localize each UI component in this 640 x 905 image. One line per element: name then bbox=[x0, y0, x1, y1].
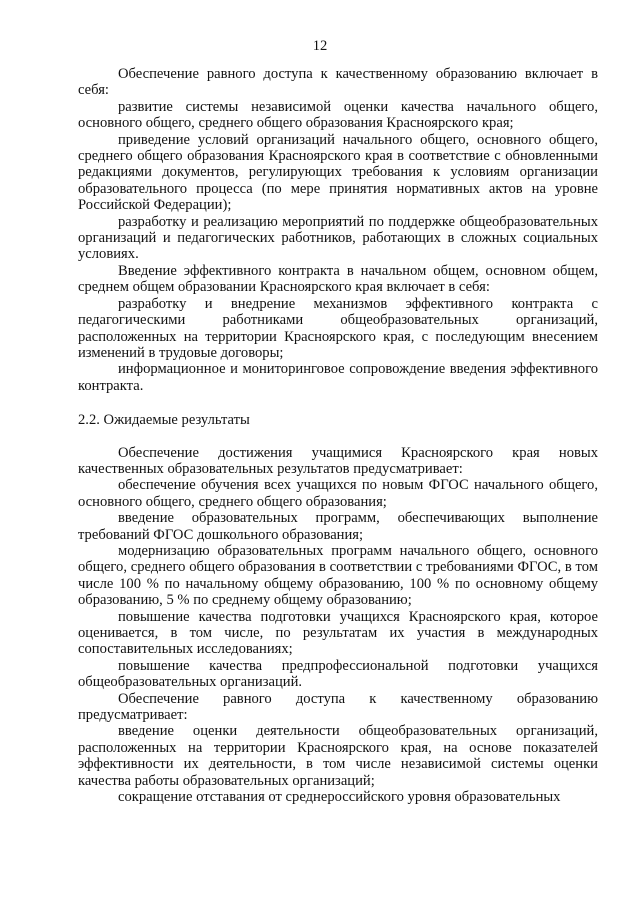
paragraph: Обеспечение равного доступа к качественному образованию предусматривает: bbox=[78, 690, 598, 724]
page-number: 12 bbox=[312, 38, 328, 54]
paragraph: повышение качества подготовки учащихся Красноярского края, которое оценивается, в том числе, по результатам их участия в международных сопоставительных исследованиях; bbox=[78, 608, 598, 658]
paragraph: разработку и реализацию мероприятий по поддержке общеобразовательных организаций и педагогических работников, работающих в сложных социальных условиях. bbox=[78, 213, 598, 263]
paragraph: модернизацию образовательных программ начального общего, основного общего, среднего общего образования в соответствии с требованиями ФГОС, в том числе 100 % по начальному общему образованию, 100 % по основному общему образованию, 5 % по среднему общему образованию; bbox=[78, 542, 598, 609]
paragraph: введение оценки деятельности общеобразовательных организаций, расположенных на территории Красноярского края, на основе показателей эффективности их деятельности, в том числе независимой системы оценки качества работы образовательных организаций; bbox=[78, 723, 598, 789]
paragraph: развитие системы независимой оценки качества начального общего, основного общего, среднего общего образования Красноярского края; bbox=[78, 98, 598, 132]
paragraph: информационное и мониторинговое сопровождение введения эффективного контракта. bbox=[78, 361, 598, 394]
paragraph: Обеспечение достижения учащимися Красноярского края новых качественных образовательных результатов предусматривает: bbox=[78, 444, 598, 477]
paragraph: приведение условий организаций начального общего, основного общего, среднего общего образования Красноярского края в соответствие с обновленными редакциями документов, регулирующих требования к условиям организации образовательного процесса (по мере принятия нормативных актов на уровне Российской Федерации); bbox=[78, 131, 598, 214]
paragraph: сокращение отставания от среднероссийского уровня образовательных bbox=[118, 789, 561, 806]
paragraph: обеспечение обучения всех учащихся по новым ФГОС начального общего, основного общего, среднего общего образования; bbox=[78, 477, 598, 510]
paragraph: Введение эффективного контракта в начальном общем, основном общем, среднем общем образовании Красноярского края включает в себя: bbox=[78, 262, 598, 296]
paragraph: разработку и внедрение механизмов эффективного контракта с педагогическими работниками общеобразовательных организаций, расположенных на территории Красноярского края, с последующим внесением изменений в трудовые договоры; bbox=[78, 295, 598, 361]
paragraph: введение образовательных программ, обеспечивающих выполнение требований ФГОС дошкольного образования; bbox=[78, 510, 598, 543]
paragraph: повышение качества предпрофессиональной подготовки учащихся общеобразовательных организаций. bbox=[78, 657, 598, 691]
paragraph: Обеспечение равного доступа к качественному образованию включает в себя: bbox=[78, 66, 598, 99]
document-body bbox=[78, 66, 598, 805]
section-heading: 2.2. Ожидаемые результаты bbox=[78, 412, 250, 429]
